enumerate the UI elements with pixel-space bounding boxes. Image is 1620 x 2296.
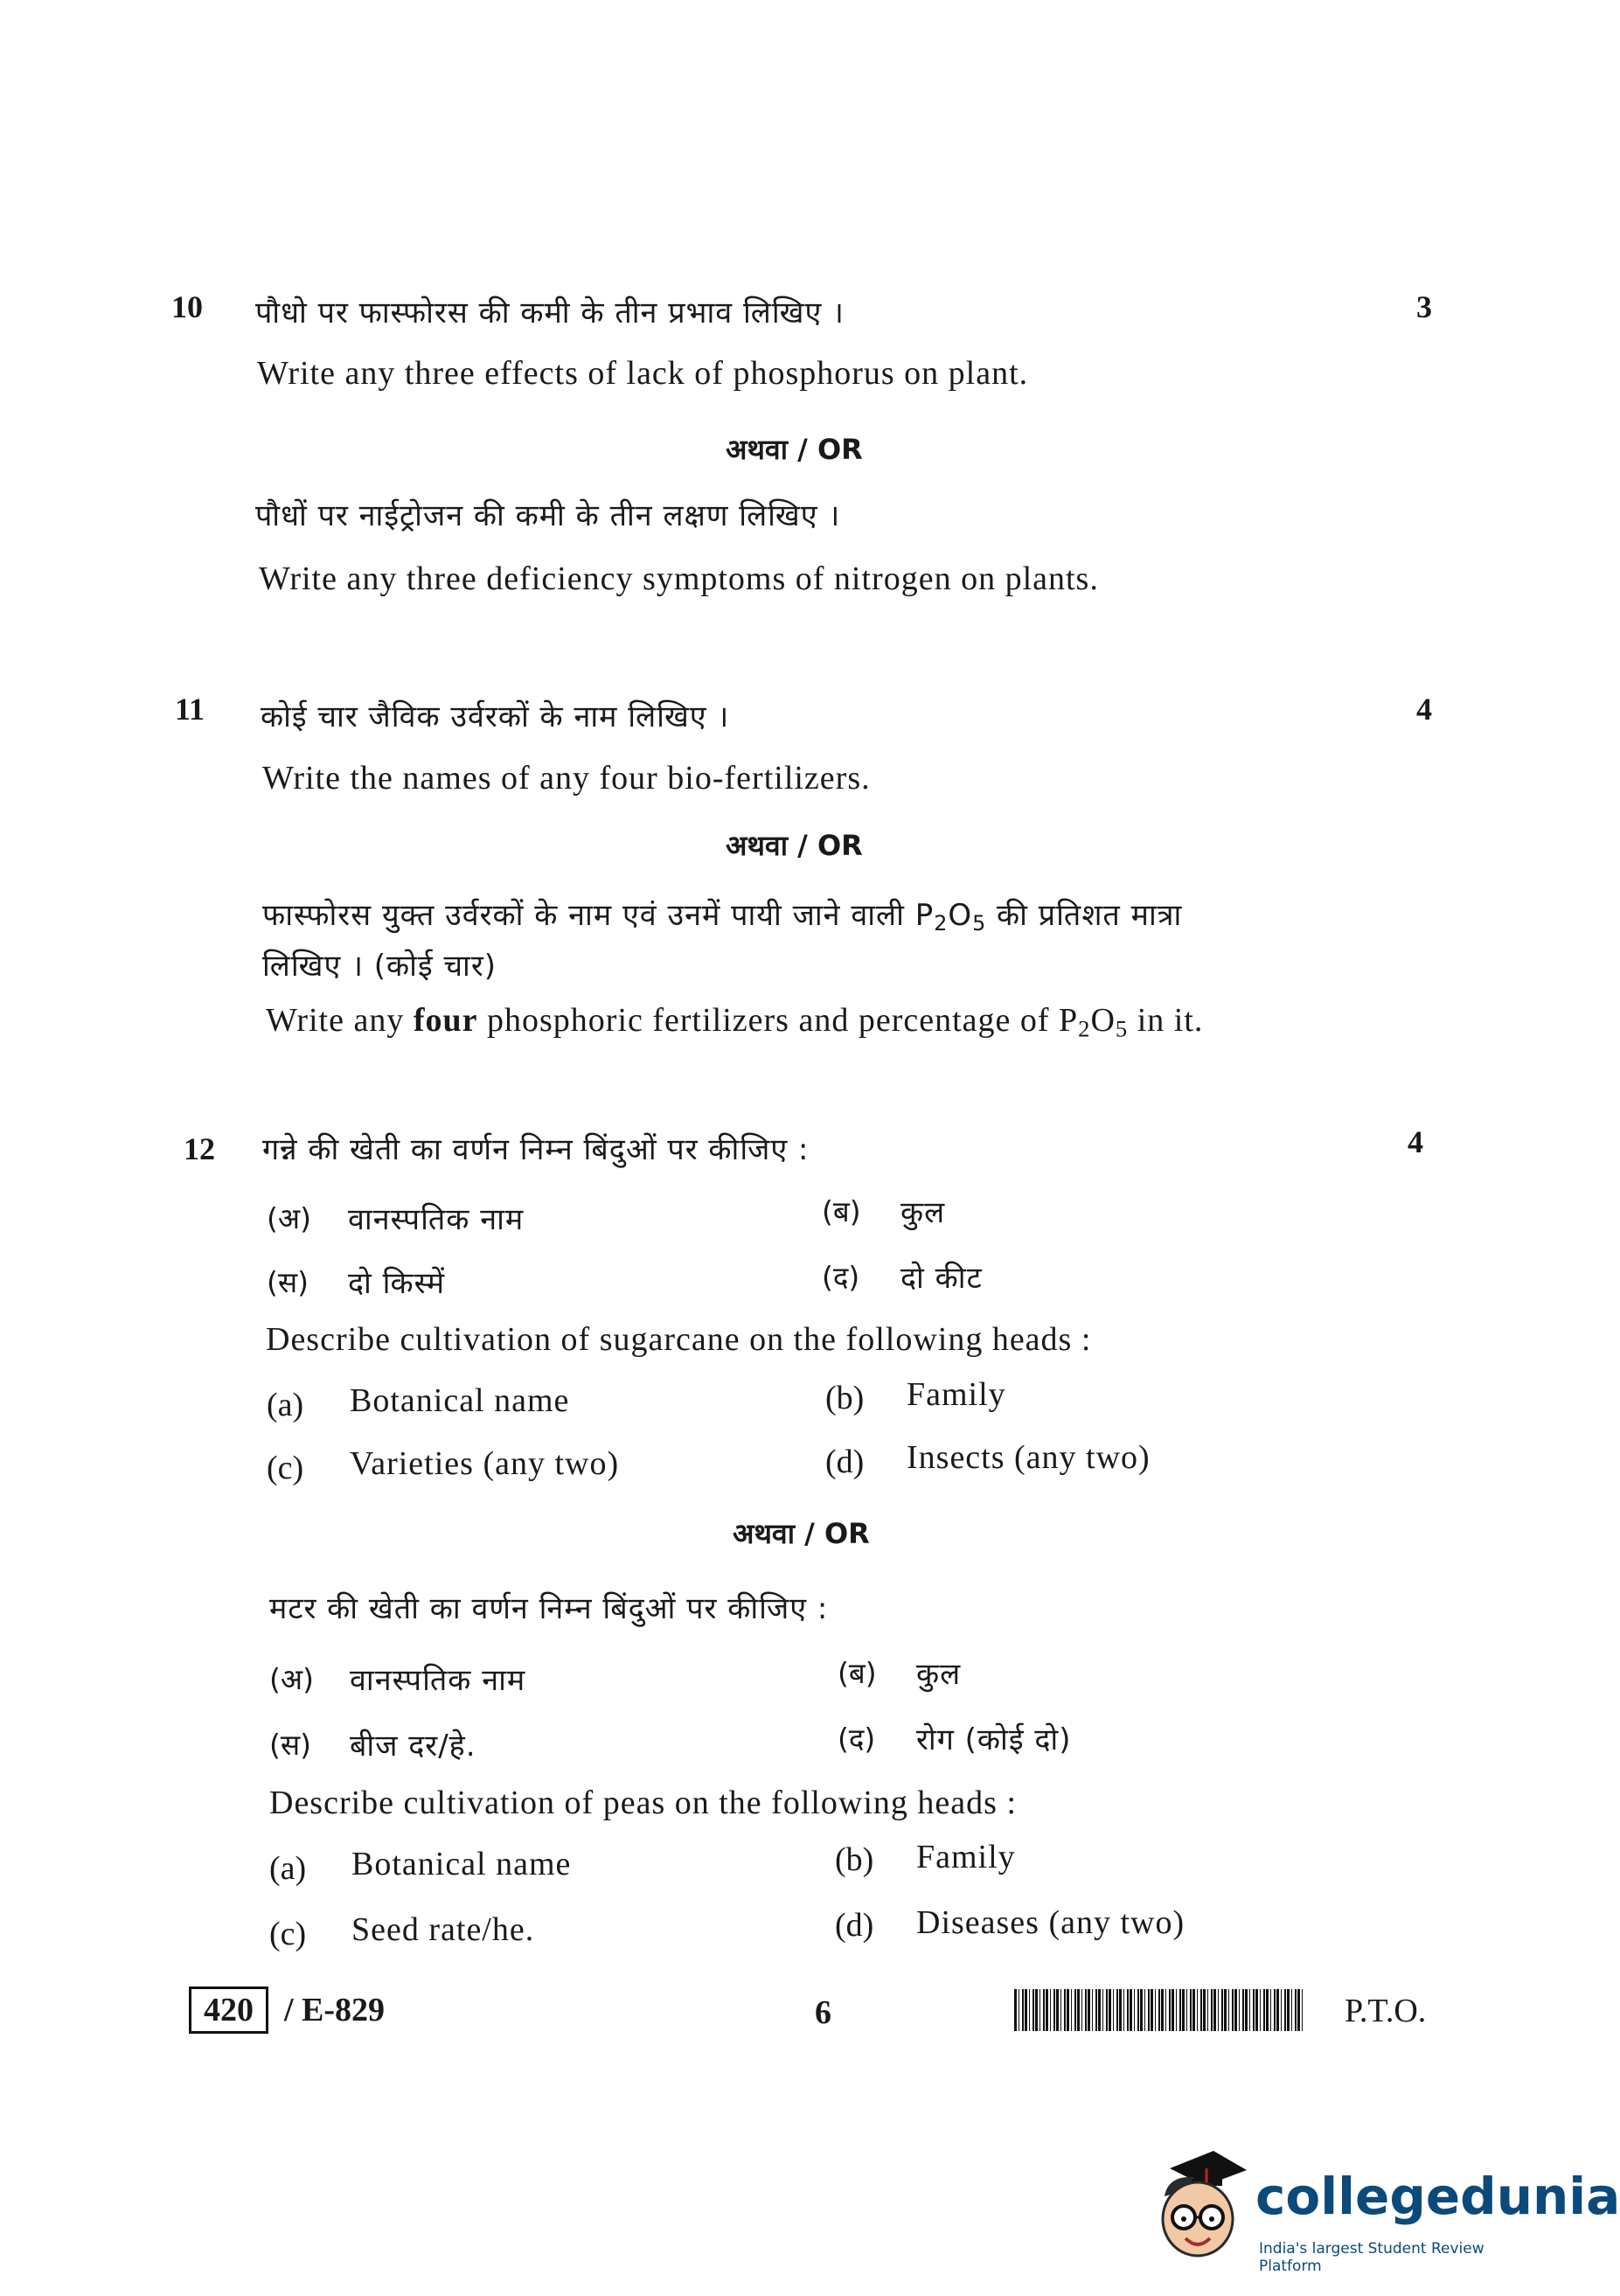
- question-11-hindi: कोई चार जैविक उर्वरकों के नाम लिखिए ।: [261, 699, 730, 734]
- question-12-or-label: अथवा / OR: [733, 1517, 870, 1550]
- q12-hindi-option-b-label: (ब): [822, 1194, 861, 1228]
- question-10-alt-hindi: पौधों पर नाईट्रोजन की कमी के तीन लक्षण लिखिए ।: [255, 498, 841, 533]
- q12-alt-english-option-c: Seed rate/he.: [351, 1911, 535, 1948]
- q12-alt-english-option-d-label: (d): [835, 1907, 874, 1944]
- pto-label: P.T.O.: [1345, 1993, 1427, 2029]
- question-10-english: Write any three effects of lack of phosphorus on plant.: [257, 355, 1029, 392]
- question-12-hindi: गन्ने की खेती का वर्णन निम्न बिंदुओं पर कीजिए :: [262, 1132, 810, 1167]
- q12-english-option-c-label: (c): [267, 1450, 304, 1486]
- brand-tagline: India's largest Student Review Platform: [1259, 2240, 1484, 2275]
- question-number-10: 10: [171, 289, 203, 324]
- q12-alt-english-option-b-label: (b): [835, 1841, 874, 1878]
- q12-alt-english-option-b: Family: [916, 1839, 1016, 1875]
- brand-name: collegedunia: [1255, 2167, 1620, 2226]
- question-11-english: Write the names of any four bio-fertilizers.: [262, 760, 871, 797]
- q12-english-option-b: Family: [907, 1376, 1006, 1413]
- q12-english-option-d: Insects (any two): [907, 1439, 1151, 1476]
- question-12-alt-english: Describe cultivation of peas on the following heads :: [269, 1785, 1018, 1821]
- q12-english-option-d-label: (d): [825, 1444, 865, 1480]
- question-12-english: Describe cultivation of sugarcane on the following heads :: [266, 1321, 1092, 1358]
- q12-hindi-option-c-label: (स): [267, 1265, 309, 1299]
- q12-alt-hindi-option-b-label: (ब): [838, 1656, 877, 1690]
- q12-hindi-option-b: कुल: [900, 1195, 946, 1230]
- question-11-marks: 4: [1416, 692, 1432, 727]
- paper-code-footer: [189, 1986, 385, 2034]
- collegedunia-logo: [1152, 2142, 1620, 2275]
- q12-english-option-b-label: (b): [825, 1380, 865, 1416]
- q12-alt-hindi-option-a-label: (अ): [269, 1662, 314, 1696]
- q12-english-option-a-label: (a): [267, 1387, 304, 1423]
- q12-english-option-c: Varieties (any two): [350, 1445, 620, 1482]
- barcode: [1014, 1989, 1303, 2031]
- q12-alt-hindi-option-c-label: (स): [269, 1728, 312, 1762]
- question-10-marks: 3: [1416, 289, 1432, 324]
- q12-english-option-a: Botanical name: [350, 1382, 570, 1419]
- paper-code-box: 420: [189, 1986, 268, 2034]
- page-number: 6: [815, 1994, 831, 2031]
- q12-alt-english-option-d: Diseases (any two): [916, 1904, 1185, 1941]
- student-mascot-icon: [1152, 2142, 1248, 2265]
- q12-alt-hindi-option-b: कुल: [916, 1657, 962, 1692]
- q12-hindi-option-c: दो किस्में: [348, 1266, 446, 1301]
- question-10-hindi: पौधो पर फास्फोरस की कमी के तीन प्रभाव लिखिए ।: [255, 296, 845, 330]
- question-number-12: 12: [184, 1131, 215, 1166]
- question-12-marks: 4: [1408, 1124, 1423, 1159]
- q12-hindi-option-a-label: (अ): [267, 1201, 311, 1235]
- paper-series: / E-829: [284, 1992, 386, 2028]
- q12-hindi-option-d: दो कीट: [900, 1261, 983, 1296]
- q12-hindi-option-d-label: (द): [822, 1260, 860, 1294]
- question-11-alt-english: Write any four phosphoric fertilizers and percentage of $P_2O_5$ in it.: [266, 1002, 1204, 1042]
- question-number-11: 11: [175, 692, 205, 727]
- q12-alt-hindi-option-d: रोग (कोई दो): [916, 1722, 1072, 1757]
- question-11-alt-hindi-line1: फास्फोरस युक्त उर्वरकों के नाम एवं उनमें पायी जाने वाली $P_2O_5$ की प्रतिशत मात्रा: [262, 898, 1183, 936]
- q12-alt-hindi-option-d-label: (द): [838, 1722, 876, 1756]
- q12-alt-english-option-c-label: (c): [269, 1916, 307, 1952]
- q12-alt-hindi-option-c: बीज दर/हे.: [350, 1729, 476, 1764]
- question-10-or-label: अथवा / OR: [726, 433, 863, 466]
- question-12-alt-hindi: मटर की खेती का वर्णन निम्न बिंदुओं पर कीजिए :: [269, 1591, 829, 1626]
- question-11-alt-hindi-line2: लिखिए । (कोई चार): [262, 949, 497, 984]
- question-11-or-label: अथवा / OR: [726, 829, 863, 862]
- q12-alt-english-option-a: Botanical name: [351, 1846, 572, 1882]
- q12-alt-english-option-a-label: (a): [269, 1850, 307, 1887]
- question-10-alt-english: Write any three deficiency symptoms of nitrogen on plants.: [259, 560, 1099, 597]
- q12-alt-hindi-option-a: वानस्पतिक नाम: [350, 1663, 526, 1698]
- q12-hindi-option-a: वानस्पतिक नाम: [348, 1202, 525, 1237]
